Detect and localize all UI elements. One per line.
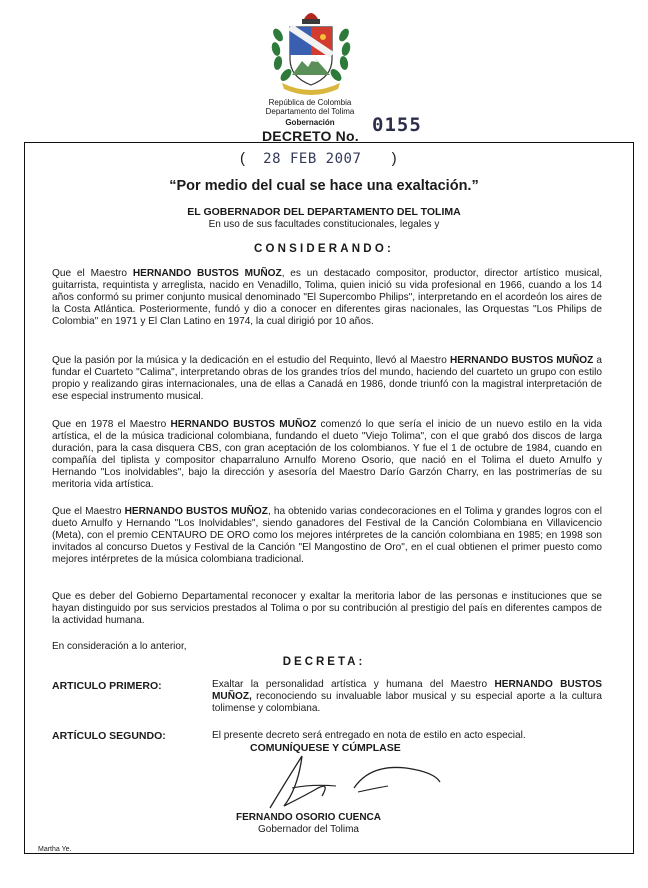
decree-label: DECRETO No. [262, 128, 359, 144]
decree-number-stamp: 0155 [372, 114, 422, 136]
article-text: Exaltar la personalidad artística y humana del Maestro [212, 679, 495, 690]
header-department: Departamento del Tolima [265, 107, 355, 116]
paragraph-2 [52, 355, 602, 403]
date-open-paren: ( [240, 150, 245, 167]
considerando-heading: CONSIDERANDO: [254, 243, 394, 255]
closing-formula: COMUNÍQUESE Y CÚMPLASE [250, 742, 401, 754]
paragraph-bold: HERNANDO BUSTOS MUÑOZ [449, 355, 594, 366]
article-text: reconociendo su invaluable labor musical y su especial aporte a la cultura tolimense y colombiana. [212, 691, 602, 714]
article-1-label: ARTICULO PRIMERO: [52, 680, 162, 692]
decree-date [240, 150, 397, 167]
handwritten-signature [258, 748, 448, 814]
article-1-text [212, 679, 602, 715]
signatory-role: Gobernador del Tolima [258, 824, 359, 835]
coat-of-arms-emblem [268, 5, 354, 97]
paragraph-text: Que en 1978 el Maestro [52, 419, 171, 430]
paragraph-3 [52, 419, 602, 492]
paragraph-text: Que es deber del Gobierno Departamental reconocer y exaltar la meritoria labor de las personas e instituciones que se hayan distinguido por sus servicios prestados al Tolima o por su contribución al prestigio del país en diferentes campos de la actividad humana. [52, 591, 602, 627]
paragraph-text: a fundar el Cuarteto "Calima", interpretando obras de los grandes tríos del mundo, haciendo del cuarteto un grupo con estilo propio y realizando giras internacionales, una de ellas a Canadá en 1986, donde triunfó con la magistral interpretación de ese especial instrumento musical. [52, 355, 603, 403]
paragraph-text: , ha obtenido varias condecoraciones en el Tolima y grandes logros con el dueto Arnulfo y Hernando "Los Inolvidables", siendo ganadores del Festival de la Canción Colombiana en Villavicencio (Meta), con el premio CENTAURO DE ORO como los mejores intérpretes de la canción colombiana en 1985; en 1998 son invitados al concurso Duetos y Festival de la Canción "El Mangostino de Oro", en el cual obtienen el primer puesto como mejores intérpretes de la música colombiana tradicional. [52, 506, 602, 566]
paragraph-bold: HERNANDO BUSTOS MUÑOZ [132, 268, 282, 279]
date-close-paren: ) [391, 150, 397, 167]
paragraph-5 [52, 591, 602, 627]
paragraph-bold: HERNANDO BUSTOS MUÑOZ [124, 506, 268, 517]
date-stamp: 28 FEB 2007 [263, 151, 362, 167]
header-republic: República de Colombia [268, 98, 352, 107]
paragraph-1 [52, 268, 602, 328]
paragraph-4 [52, 506, 602, 566]
issuer-name: EL GOBERNADOR DEL DEPARTAMENTO DEL TOLIMA [187, 206, 461, 218]
paragraph-text: Que el Maestro [52, 268, 133, 279]
decreta-heading: DECRETA: [282, 656, 366, 668]
article-bold: HERNANDO BUSTOS MUÑOZ, [212, 679, 602, 702]
consideration-line: En consideración a lo anterior, [52, 641, 187, 652]
decree-title: “Por medio del cual se hace una exaltación.” [169, 178, 479, 194]
issuer-authority: En uso de sus facultades constitucionales, legales y [208, 219, 440, 230]
signatory-name: FERNANDO OSORIO CUENCA [236, 812, 382, 823]
paragraph-text: Que la pasión por la música y la dedicación en el estudio del Requinto, llevó al Maestro [52, 355, 450, 366]
article-2-text [212, 730, 602, 742]
article-text: El presente decreto será entregado en nota de estilo en acto especial. [212, 730, 526, 741]
paragraph-text: comenzó lo que sería el inicio de un nuevo estilo en la vida artística, el de la música tradicional colombiana, fundando el dueto "Viejo Tolima", con el que grabó dos discos de larga duración, para la casa disquera CBS, con gran aceptación de los colombianos. Y fue el 1 de octubre de 1984, cuando en compañía del tiplista y compositor chaparraluno Arnulfo Moreno Osorio, que nació en el Tolima el dueto Arnulfo y Hernando "Los inolvidables", bajo la dirección y asesoría del Maestro Darío Garzón Charry, en las postrimerías de su meritoria vida artística. [52, 419, 602, 491]
header-office: Gobernación [285, 118, 335, 127]
typist-initials: Martha Ye. [38, 846, 72, 853]
article-2-label: ARTÍCULO SEGUNDO: [52, 730, 166, 742]
paragraph-bold: HERNANDO BUSTOS MUÑOZ [170, 419, 317, 430]
paragraph-text: , es un destacado compositor, productor, director artístico musical, guitarrista, requintista y arreglista, nacido en Venadillo, Tolima, quien inició su vida profesional en 1966, cuando a los 14 años conformó su primer conjunto musical denominado "El Supercombo Philips", interpretando en el acordeón los aires de la Costa Atlántica. Posteriormente, fundó y dio a conocer en diferentes giras nacionales, las Orquestas "Los Philips de Colombia" en 1971 y El Clan Latino en 1974, la cual dirigió por 10 años. [52, 268, 602, 328]
paragraph-text: Que el Maestro [52, 506, 125, 517]
